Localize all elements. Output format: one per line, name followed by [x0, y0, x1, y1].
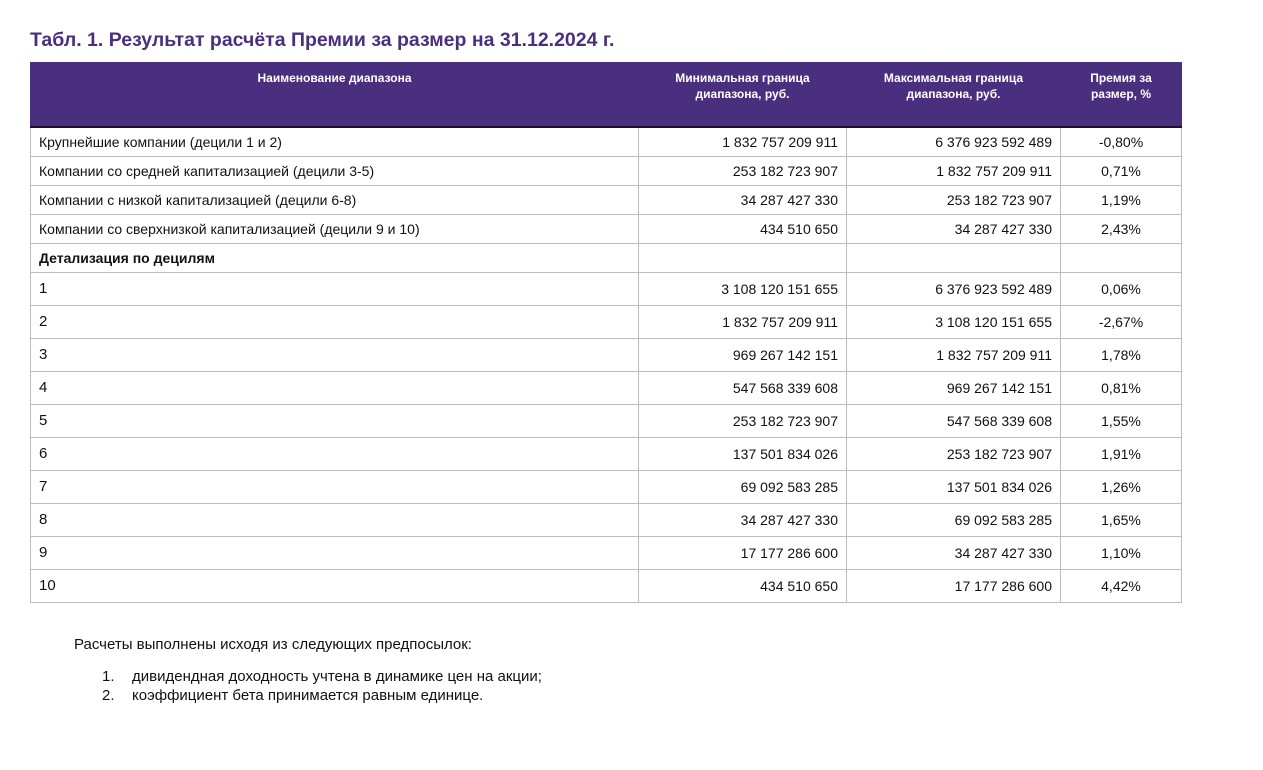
empty-cell	[847, 243, 1061, 272]
premium-value: 1,91%	[1061, 437, 1182, 470]
min-bound: 17 177 286 600	[639, 536, 847, 569]
decile-number: 9	[31, 536, 639, 569]
premium-value: 1,26%	[1061, 470, 1182, 503]
list-item-number: 1.	[102, 668, 115, 685]
header-max-bound: Максимальная граница диапазона, руб.	[847, 62, 1061, 127]
decile-number: 6	[31, 437, 639, 470]
list-item	[74, 686, 542, 705]
decile-number: 1	[31, 272, 639, 305]
section-row-deciles	[31, 243, 1182, 272]
max-bound: 3 108 120 151 655	[847, 305, 1061, 338]
notes-intro: Расчеты выполнены исходя из следующих предпосылок:	[74, 636, 472, 653]
premium-value: 2,43%	[1061, 214, 1182, 243]
decile-number: 10	[31, 569, 639, 602]
list-item	[74, 667, 542, 686]
header-range-name: Наименование диапазона	[31, 62, 639, 127]
max-bound: 1 832 757 209 911	[847, 156, 1061, 185]
decile-number: 8	[31, 503, 639, 536]
min-bound: 434 510 650	[639, 214, 847, 243]
table-row	[31, 305, 1182, 338]
table-row	[31, 214, 1182, 243]
range-name: Крупнейшие компании (децили 1 и 2)	[31, 127, 639, 156]
max-bound: 137 501 834 026	[847, 470, 1061, 503]
table-header-row	[31, 62, 1182, 127]
premium-value: -2,67%	[1061, 305, 1182, 338]
min-bound: 547 568 339 608	[639, 371, 847, 404]
decile-number: 3	[31, 338, 639, 371]
premium-value: 0,06%	[1061, 272, 1182, 305]
list-item-number: 2.	[102, 687, 115, 704]
range-name: Компании со средней капитализацией (децили 3-5)	[31, 156, 639, 185]
assumptions-notes	[74, 636, 542, 705]
table-row	[31, 185, 1182, 214]
assumptions-list	[74, 667, 542, 705]
table-row	[31, 272, 1182, 305]
min-bound: 434 510 650	[639, 569, 847, 602]
empty-cell	[639, 243, 847, 272]
max-bound: 969 267 142 151	[847, 371, 1061, 404]
decile-number: 5	[31, 404, 639, 437]
range-name: Компании со сверхнизкой капитализацией (децили 9 и 10)	[31, 214, 639, 243]
table-row	[31, 536, 1182, 569]
section-label: Детализация по децилям	[31, 243, 639, 272]
premium-value: -0,80%	[1061, 127, 1182, 156]
max-bound: 34 287 427 330	[847, 536, 1061, 569]
table-row	[31, 127, 1182, 156]
min-bound: 34 287 427 330	[639, 185, 847, 214]
max-bound: 17 177 286 600	[847, 569, 1061, 602]
min-bound: 969 267 142 151	[639, 338, 847, 371]
premium-value: 1,55%	[1061, 404, 1182, 437]
table-row	[31, 156, 1182, 185]
size-premium-table	[30, 62, 1182, 603]
header-premium: Премия за размер, %	[1061, 62, 1182, 127]
max-bound: 69 092 583 285	[847, 503, 1061, 536]
min-bound: 253 182 723 907	[639, 156, 847, 185]
empty-cell	[1061, 243, 1182, 272]
min-bound: 137 501 834 026	[639, 437, 847, 470]
list-item-text: коэффициент бета принимается равным единице.	[132, 687, 484, 704]
min-bound: 69 092 583 285	[639, 470, 847, 503]
premium-value: 0,81%	[1061, 371, 1182, 404]
table-row	[31, 503, 1182, 536]
decile-number: 2	[31, 305, 639, 338]
max-bound: 6 376 923 592 489	[847, 272, 1061, 305]
max-bound: 547 568 339 608	[847, 404, 1061, 437]
premium-value: 4,42%	[1061, 569, 1182, 602]
table-row	[31, 338, 1182, 371]
min-bound: 1 832 757 209 911	[639, 127, 847, 156]
premium-value: 0,71%	[1061, 156, 1182, 185]
header-min-bound: Минимальная граница диапазона, руб.	[639, 62, 847, 127]
premium-value: 1,65%	[1061, 503, 1182, 536]
max-bound: 34 287 427 330	[847, 214, 1061, 243]
max-bound: 253 182 723 907	[847, 185, 1061, 214]
min-bound: 253 182 723 907	[639, 404, 847, 437]
range-name: Компании с низкой капитализацией (децили 6-8)	[31, 185, 639, 214]
premium-value: 1,19%	[1061, 185, 1182, 214]
max-bound: 253 182 723 907	[847, 437, 1061, 470]
premium-value: 1,78%	[1061, 338, 1182, 371]
decile-number: 4	[31, 371, 639, 404]
min-bound: 3 108 120 151 655	[639, 272, 847, 305]
table-row	[31, 437, 1182, 470]
table-row	[31, 470, 1182, 503]
max-bound: 1 832 757 209 911	[847, 338, 1061, 371]
table-row	[31, 569, 1182, 602]
table-row	[31, 371, 1182, 404]
list-item-text: дивидендная доходность учтена в динамике цен на акции;	[132, 668, 542, 685]
premium-value: 1,10%	[1061, 536, 1182, 569]
table-row	[31, 404, 1182, 437]
table-title: Табл. 1. Результат расчёта Премии за размер на 31.12.2024 г.	[30, 29, 615, 51]
min-bound: 34 287 427 330	[639, 503, 847, 536]
min-bound: 1 832 757 209 911	[639, 305, 847, 338]
decile-number: 7	[31, 470, 639, 503]
max-bound: 6 376 923 592 489	[847, 127, 1061, 156]
